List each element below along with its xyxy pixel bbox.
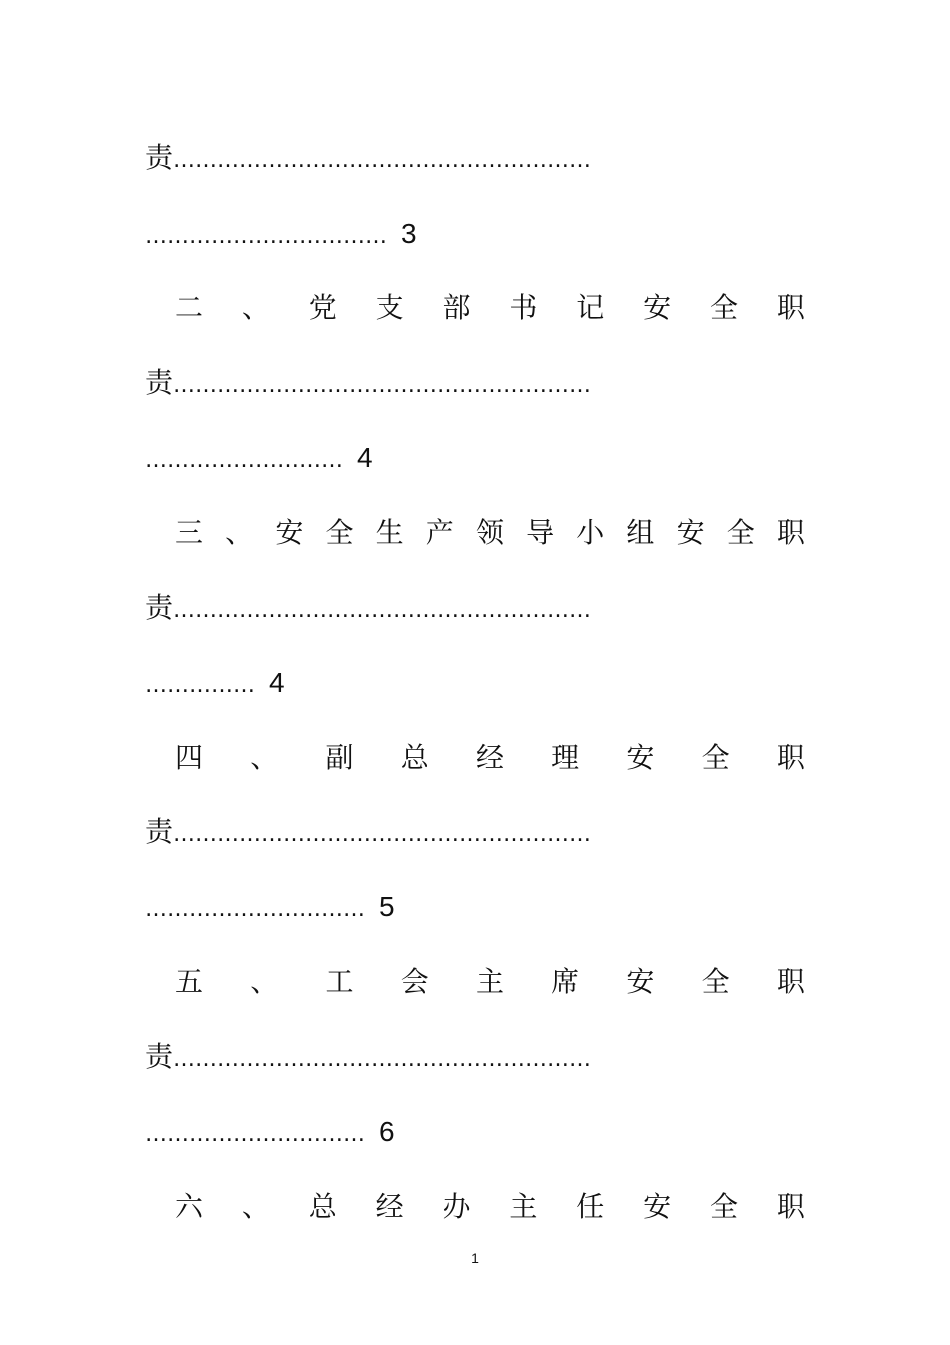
toc-entry-2-heading[interactable] xyxy=(175,288,805,328)
heading-char: 生 xyxy=(375,516,404,549)
heading-char: 全 xyxy=(701,965,730,998)
heading-char: 、 xyxy=(241,1190,270,1223)
toc-entry-3-dots-1: ………………………………………………… xyxy=(173,598,592,623)
heading-char: 产 xyxy=(425,516,454,549)
toc-entry-4-dots-1: ………………………………………………… xyxy=(173,822,592,847)
toc-entry-4-heading[interactable] xyxy=(175,738,805,778)
heading-char: 四 xyxy=(175,741,204,774)
toc-entry-2-dots-1: ………………………………………………… xyxy=(173,373,592,398)
heading-char: 部 xyxy=(442,291,471,324)
heading-char: 小 xyxy=(576,516,605,549)
heading-char: 安 xyxy=(643,291,672,324)
toc-entry-4-line-1 xyxy=(145,812,591,855)
heading-char: 六 xyxy=(175,1190,204,1223)
toc-entry-3-heading[interactable] xyxy=(175,513,805,553)
toc-entry-4-dots-2: ………………………… xyxy=(145,897,365,922)
toc-entry-5-first-char: 责 xyxy=(145,1040,174,1073)
toc-entry-6-heading[interactable] xyxy=(175,1187,805,1227)
heading-char: 职 xyxy=(776,741,805,774)
heading-char: 理 xyxy=(551,741,580,774)
heading-char: 三 xyxy=(175,516,204,549)
toc-entry-2-line-2 xyxy=(145,438,373,481)
heading-char: 经 xyxy=(475,741,504,774)
heading-char: 支 xyxy=(375,291,404,324)
toc-entry-1-first-char: 责 xyxy=(145,141,174,174)
toc-entry-2-dots-2: ……………………… xyxy=(145,448,343,473)
heading-char: 记 xyxy=(576,291,605,324)
heading-char: 职 xyxy=(776,516,805,549)
toc-entry-3-dots-2: …………… xyxy=(145,673,255,698)
toc-entry-5-dots-2: ………………………… xyxy=(145,1122,365,1147)
heading-char: 安 xyxy=(626,965,655,998)
toc-entry-1-dots-1: ………………………………………………… xyxy=(173,148,592,173)
heading-char: 全 xyxy=(710,1190,739,1223)
heading-char: 全 xyxy=(726,516,755,549)
heading-char: 安 xyxy=(643,1190,672,1223)
heading-char: 、 xyxy=(241,291,270,324)
heading-char: 主 xyxy=(475,965,504,998)
toc-entry-5-dots-1: ………………………………………………… xyxy=(173,1047,592,1072)
toc-entry-1-line-2 xyxy=(145,214,417,257)
heading-char: 职 xyxy=(776,1190,805,1223)
heading-char: 、 xyxy=(250,965,279,998)
heading-char: 、 xyxy=(225,516,254,549)
toc-entry-3-page: 4 xyxy=(269,667,285,698)
heading-char: 党 xyxy=(308,291,337,324)
toc-entry-3-line-2 xyxy=(145,663,285,706)
heading-char: 全 xyxy=(325,516,354,549)
toc-entry-5-line-2 xyxy=(145,1112,395,1155)
heading-char: 办 xyxy=(442,1190,471,1223)
toc-entry-4-first-char: 责 xyxy=(145,815,174,848)
heading-char: 职 xyxy=(776,965,805,998)
toc-entry-3-first-char: 责 xyxy=(145,591,174,624)
toc-entry-2-first-char: 责 xyxy=(145,366,174,399)
toc-entry-5-heading[interactable] xyxy=(175,962,805,1002)
heading-char: 安 xyxy=(626,741,655,774)
toc-entry-1-dots-2: …………………………… xyxy=(145,224,387,249)
heading-char: 安 xyxy=(676,516,705,549)
heading-char: 主 xyxy=(509,1190,538,1223)
heading-char: 职 xyxy=(776,291,805,324)
heading-char: 安 xyxy=(275,516,304,549)
toc-entry-5-page: 6 xyxy=(379,1116,395,1147)
heading-char: 总 xyxy=(400,741,429,774)
heading-char: 总 xyxy=(308,1190,337,1223)
heading-char: 任 xyxy=(576,1190,605,1223)
toc-entry-4-page: 5 xyxy=(379,891,395,922)
heading-char: 席 xyxy=(551,965,580,998)
heading-char: 副 xyxy=(325,741,354,774)
heading-char: 五 xyxy=(175,965,204,998)
heading-char: 工 xyxy=(325,965,354,998)
heading-char: 导 xyxy=(526,516,555,549)
heading-char: 组 xyxy=(626,516,655,549)
toc-entry-2-line-1 xyxy=(145,363,591,406)
heading-char: 、 xyxy=(250,741,279,774)
toc-entry-5-line-1 xyxy=(145,1037,591,1080)
heading-char: 会 xyxy=(400,965,429,998)
heading-char: 二 xyxy=(175,291,204,324)
toc-entry-4-line-2 xyxy=(145,887,395,930)
heading-char: 经 xyxy=(375,1190,404,1223)
heading-char: 全 xyxy=(701,741,730,774)
toc-entry-3-line-1 xyxy=(145,588,591,631)
heading-char: 全 xyxy=(710,291,739,324)
toc-entry-2-page: 4 xyxy=(357,442,373,473)
heading-char: 书 xyxy=(509,291,538,324)
toc-entry-1-line-1 xyxy=(145,138,591,181)
page-footer-number: 1 xyxy=(471,1250,479,1266)
toc-entry-1-page: 3 xyxy=(401,218,417,249)
heading-char: 领 xyxy=(475,516,504,549)
